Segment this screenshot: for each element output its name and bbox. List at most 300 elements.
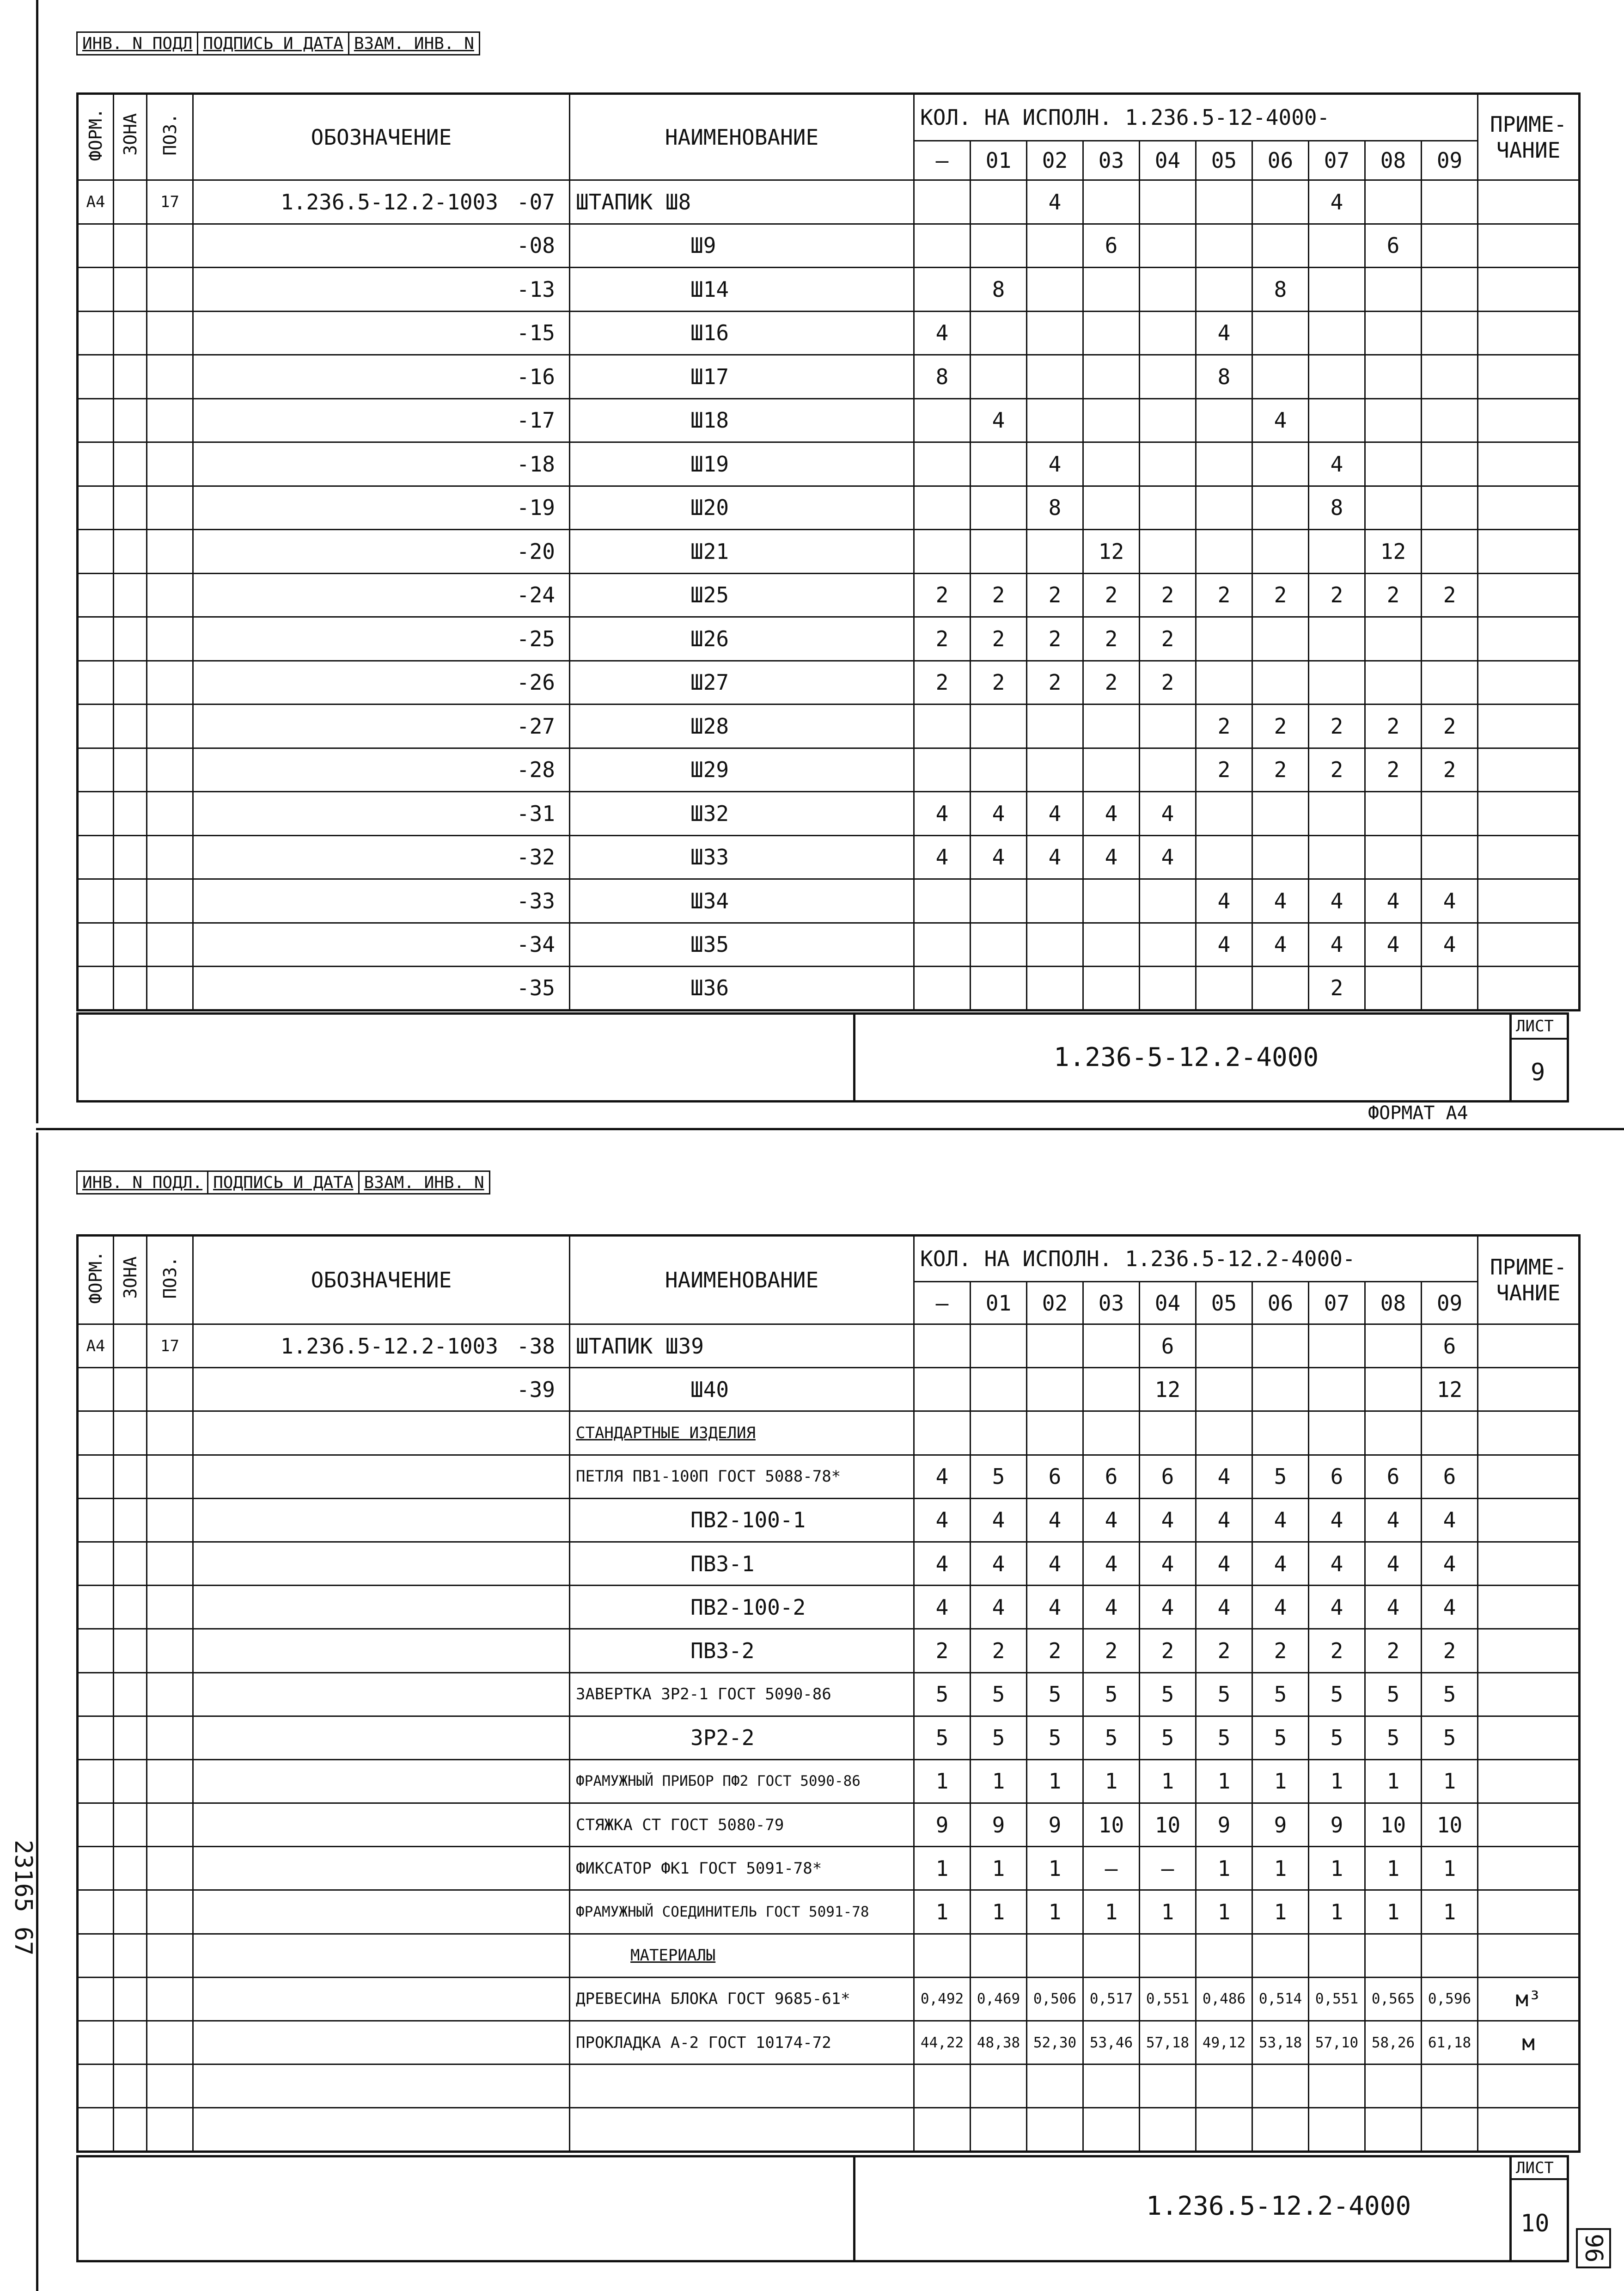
sheet10-spec-table: [76, 1234, 1581, 2153]
qty-cell: [971, 1368, 1027, 1411]
qty-cell: 4: [914, 1455, 971, 1498]
column-header-1: 01: [971, 141, 1027, 180]
cell-form: [78, 1498, 114, 1542]
qty-cell: 1: [1083, 1890, 1140, 1934]
qty-cell: [1252, 661, 1309, 704]
qty-cell: [1196, 1368, 1252, 1411]
header-kol-ispoln: КОЛ. НА ИСПОЛН. 1.236.5-12.2-4000-: [914, 1236, 1478, 1282]
spec-row: [78, 1324, 1580, 1368]
qty-cell: [971, 967, 1027, 1011]
qty-cell: 4: [1196, 1455, 1252, 1498]
qty-cell: 5: [1309, 1672, 1365, 1716]
qty-cell: 2: [1365, 1629, 1422, 1672]
cell-form: [78, 1672, 114, 1716]
sheet10-list-label: ЛИСТ: [1516, 2159, 1554, 2177]
qty-cell: [1252, 442, 1309, 486]
qty-cell: 2: [914, 661, 971, 704]
qty-cell: [1140, 355, 1196, 399]
cell-zona: [114, 1803, 147, 1847]
cell-form: [78, 442, 114, 486]
designation-suffix: -25: [516, 626, 555, 651]
qty-cell: 1: [1252, 1759, 1309, 1803]
cell-primechanie: [1478, 1890, 1580, 1934]
qty-cell: 4: [1422, 1542, 1478, 1585]
stamp-vzam-inv: ВЗАМ. ИНВ. N: [354, 34, 474, 53]
spec-row: [78, 486, 1580, 530]
qty-cell: 5: [1196, 1716, 1252, 1759]
cell-naimenovanie: [570, 268, 914, 312]
qty-cell: 8: [1309, 486, 1365, 530]
cell-form: [78, 1716, 114, 1759]
qty-cell: [1196, 2064, 1252, 2108]
qty-cell: 0,506: [1027, 1977, 1083, 2021]
qty-cell: 2: [1140, 1629, 1196, 1672]
item-name: Ш16: [690, 320, 729, 346]
cell-primechanie: [1478, 224, 1580, 268]
qty-cell: [971, 704, 1027, 748]
cell-oboznachenie: [193, 1629, 570, 1672]
cell-form: [78, 573, 114, 617]
cell-oboznachenie: [193, 1759, 570, 1803]
cell-oboznachenie: [193, 1934, 570, 1977]
qty-cell: [1027, 879, 1083, 923]
left-border-top: [36, 0, 38, 1123]
qty-cell: 4: [1027, 442, 1083, 486]
qty-cell: 4: [1422, 1586, 1478, 1629]
cell-poz: [147, 1672, 193, 1716]
qty-cell: [1252, 224, 1309, 268]
qty-cell: [1422, 967, 1478, 1011]
qty-cell: 2: [1422, 748, 1478, 792]
item-name: ШТАПИК Ш39: [576, 1333, 704, 1359]
qty-cell: [1140, 2064, 1196, 2108]
cell-oboznachenie: [193, 1890, 570, 1934]
qty-cell: 4: [1252, 398, 1309, 442]
cell-naimenovanie: [570, 1847, 914, 1890]
qty-cell: [1422, 792, 1478, 836]
qty-cell: [1365, 355, 1422, 399]
qty-cell: 5: [1083, 1716, 1140, 1759]
qty-cell: [1083, 311, 1140, 355]
qty-cell: [1422, 2108, 1478, 2151]
qty-cell: 1: [1365, 1890, 1422, 1934]
cell-zona: [114, 1368, 147, 1411]
qty-cell: [971, 355, 1027, 399]
designation-suffix: -27: [516, 713, 555, 739]
qty-cell: [914, 530, 971, 574]
qty-cell: 2: [1083, 617, 1140, 661]
spec-row: [78, 1847, 1580, 1890]
qty-cell: 5: [1252, 1455, 1309, 1498]
spec-row: [78, 1368, 1580, 1411]
qty-cell: [1309, 1368, 1365, 1411]
cell-primechanie: [1478, 1672, 1580, 1716]
cell-zona: [114, 1977, 147, 2021]
qty-cell: 5: [1252, 1716, 1309, 1759]
qty-cell: 4: [1027, 180, 1083, 224]
cell-form: [78, 311, 114, 355]
column-header-8: 08: [1365, 1282, 1422, 1324]
qty-cell: 4: [1083, 1498, 1140, 1542]
column-header-6: 06: [1252, 1282, 1309, 1324]
qty-cell: 1: [1027, 1847, 1083, 1890]
cell-primechanie: [1478, 1759, 1580, 1803]
qty-cell: [971, 486, 1027, 530]
qty-cell: [1252, 2108, 1309, 2151]
qty-cell: [1083, 398, 1140, 442]
cell-poz: [147, 1368, 193, 1411]
cell-oboznachenie: [193, 792, 570, 836]
sheet10-list-number: 10: [1520, 2210, 1550, 2237]
qty-cell: [1027, 1934, 1083, 1977]
qty-cell: 2: [1309, 704, 1365, 748]
qty-cell: 0,596: [1422, 1977, 1478, 2021]
cell-naimenovanie: [570, 1759, 914, 1803]
cell-primechanie: [1478, 617, 1580, 661]
qty-cell: [1140, 398, 1196, 442]
item-name: Ш36: [690, 975, 729, 1001]
cell-oboznachenie: [193, 573, 570, 617]
cell-form: [78, 967, 114, 1011]
qty-cell: [1196, 442, 1252, 486]
cell-form: [78, 1759, 114, 1803]
qty-cell: 4: [1309, 1586, 1365, 1629]
cell-form: [78, 2064, 114, 2108]
cell-naimenovanie: [570, 835, 914, 879]
qty-cell: [1196, 661, 1252, 704]
cell-primechanie: [1478, 923, 1580, 967]
spec-row: [78, 923, 1580, 967]
designation-suffix: -15: [516, 320, 555, 346]
qty-cell: [1422, 661, 1478, 704]
cell-poz: [147, 1498, 193, 1542]
qty-cell: [1309, 355, 1365, 399]
cell-zona: [114, 1847, 147, 1890]
cell-primechanie: [1478, 180, 1580, 224]
qty-cell: [1309, 530, 1365, 574]
cell-poz: [147, 748, 193, 792]
qty-cell: [914, 1368, 971, 1411]
cell-naimenovanie: [570, 442, 914, 486]
qty-cell: [914, 879, 971, 923]
item-name: Ш19: [690, 451, 729, 477]
qty-cell: 48,38: [971, 2021, 1027, 2064]
qty-cell: [1252, 1411, 1309, 1455]
qty-cell: 4: [1140, 1498, 1196, 1542]
designation-suffix: -35: [516, 975, 555, 1001]
qty-cell: 1: [1196, 1890, 1252, 1934]
qty-cell: 6: [1365, 1455, 1422, 1498]
cell-oboznachenie: [193, 661, 570, 704]
qty-cell: [1365, 180, 1422, 224]
header-naimenovanie: НАИМЕНОВАНИЕ: [570, 1236, 914, 1324]
cell-oboznachenie: [193, 355, 570, 399]
side-number-right: 96: [1576, 2228, 1611, 2268]
spec-row: [78, 1629, 1580, 1672]
qty-cell: [1252, 355, 1309, 399]
spec-row: [78, 1716, 1580, 1759]
designation-suffix: -16: [516, 364, 555, 389]
qty-cell: [1140, 486, 1196, 530]
qty-cell: [1027, 1411, 1083, 1455]
qty-cell: 2: [1140, 617, 1196, 661]
qty-cell: [1422, 835, 1478, 879]
qty-cell: [1309, 268, 1365, 312]
qty-cell: 1: [914, 1890, 971, 1934]
spec-row: [78, 1542, 1580, 1585]
qty-cell: 10: [1083, 1803, 1140, 1847]
header-poz: ПОЗ.: [147, 94, 193, 180]
cell-oboznachenie: [193, 268, 570, 312]
qty-cell: 1: [1140, 1759, 1196, 1803]
qty-cell: [971, 442, 1027, 486]
qty-cell: [1309, 835, 1365, 879]
qty-cell: 4: [1309, 1498, 1365, 1542]
qty-cell: [1140, 879, 1196, 923]
stamp-podpis-data: ПОДПИСЬ И ДАТА: [208, 1172, 359, 1193]
qty-cell: [1196, 486, 1252, 530]
cell-oboznachenie: [193, 1847, 570, 1890]
item-name: ПВ2-100-1: [690, 1507, 806, 1533]
qty-cell: 4: [1252, 1586, 1309, 1629]
cell-naimenovanie: [570, 1716, 914, 1759]
designation-suffix: -17: [516, 408, 555, 433]
qty-cell: [1140, 748, 1196, 792]
cell-naimenovanie: [570, 311, 914, 355]
cell-form: [78, 748, 114, 792]
cell-naimenovanie: [570, 748, 914, 792]
sheet10-rows: [78, 1324, 1580, 2152]
item-name: ФРАМУЖНЫЙ ПРИБОР ПФ2 ГОСТ 5090-86: [576, 1773, 861, 1790]
qty-cell: [914, 1324, 971, 1368]
qty-cell: [1083, 486, 1140, 530]
spec-row: [78, 268, 1580, 312]
qty-cell: [1422, 398, 1478, 442]
qty-cell: [971, 180, 1027, 224]
qty-cell: [1196, 1934, 1252, 1977]
qty-cell: [1083, 442, 1140, 486]
cell-form: [78, 1977, 114, 2021]
qty-cell: [1422, 617, 1478, 661]
cell-poz: [147, 224, 193, 268]
qty-cell: 12: [1083, 530, 1140, 574]
item-name: Ш28: [690, 713, 729, 739]
qty-cell: [1365, 486, 1422, 530]
qty-cell: 2: [1027, 661, 1083, 704]
stamp-inv-podl: ИНВ. N ПОДЛ.: [78, 1172, 208, 1193]
cell-primechanie: [1478, 1455, 1580, 1498]
qty-cell: 4: [1196, 1498, 1252, 1542]
cell-naimenovanie: [570, 1324, 914, 1368]
item-name: ФИКСАТОР ФК1 ГОСТ 5091-78*: [576, 1859, 822, 1878]
qty-cell: [1083, 1368, 1140, 1411]
qty-cell: 4: [1365, 1542, 1422, 1585]
qty-cell: [1027, 923, 1083, 967]
qty-cell: [914, 224, 971, 268]
cell-primechanie: м³: [1478, 1977, 1580, 2021]
cell-zona: [114, 180, 147, 224]
spec-row: [78, 1934, 1580, 1977]
cell-zona: [114, 1672, 147, 1716]
qty-cell: [1309, 311, 1365, 355]
cell-zona: [114, 748, 147, 792]
qty-cell: 1: [1422, 1890, 1478, 1934]
qty-cell: 4: [1309, 879, 1365, 923]
sheet9-list-sep: [1509, 1038, 1569, 1040]
qty-cell: [1196, 224, 1252, 268]
qty-cell: 4: [1422, 923, 1478, 967]
qty-cell: [1365, 1934, 1422, 1977]
qty-cell: 6: [1140, 1324, 1196, 1368]
qty-cell: 4: [1252, 879, 1309, 923]
qty-cell: –: [1140, 1847, 1196, 1890]
qty-cell: [1140, 311, 1196, 355]
qty-cell: [1252, 1934, 1309, 1977]
qty-cell: [914, 2108, 971, 2151]
qty-cell: 5: [1196, 1672, 1252, 1716]
spec-row: [78, 748, 1580, 792]
qty-cell: 4: [1196, 923, 1252, 967]
cell-poz: [147, 1455, 193, 1498]
cell-naimenovanie: [570, 2108, 914, 2151]
item-name: Ш18: [690, 408, 729, 433]
cell-primechanie: [1478, 530, 1580, 574]
cell-primechanie: [1478, 1847, 1580, 1890]
qty-cell: [1309, 2064, 1365, 2108]
cell-poz: [147, 1411, 193, 1455]
qty-cell: 9: [1196, 1803, 1252, 1847]
qty-cell: [1252, 617, 1309, 661]
qty-cell: [1252, 1324, 1309, 1368]
cell-oboznachenie: [193, 1411, 570, 1455]
qty-cell: 1: [1422, 1759, 1478, 1803]
qty-cell: 2: [1196, 1629, 1252, 1672]
qty-cell: [1309, 224, 1365, 268]
qty-cell: 2: [1196, 573, 1252, 617]
qty-cell: 6: [1083, 224, 1140, 268]
qty-cell: [1196, 398, 1252, 442]
qty-cell: 8: [1196, 355, 1252, 399]
qty-cell: 1: [1140, 1890, 1196, 1934]
cell-oboznachenie: [193, 1542, 570, 1585]
cell-poz: [147, 2108, 193, 2151]
qty-cell: [971, 224, 1027, 268]
designation-suffix: -31: [516, 801, 555, 826]
qty-cell: 4: [1140, 792, 1196, 836]
qty-cell: [1140, 180, 1196, 224]
cell-oboznachenie: [193, 486, 570, 530]
qty-cell: [1365, 1411, 1422, 1455]
cell-poz: [147, 1847, 193, 1890]
qty-cell: 4: [971, 1542, 1027, 1585]
qty-cell: [1027, 530, 1083, 574]
qty-cell: [1196, 180, 1252, 224]
cell-poz: [147, 835, 193, 879]
qty-cell: [1422, 2064, 1478, 2108]
cell-zona: [114, 1716, 147, 1759]
qty-cell: [1140, 923, 1196, 967]
qty-cell: [1027, 311, 1083, 355]
qty-cell: [1422, 355, 1478, 399]
cell-zona: [114, 1411, 147, 1455]
qty-cell: 6: [1140, 1455, 1196, 1498]
cell-zona: [114, 355, 147, 399]
cell-primechanie: [1478, 311, 1580, 355]
cell-primechanie: [1478, 1542, 1580, 1585]
qty-cell: [1027, 2064, 1083, 2108]
qty-cell: [1309, 1934, 1365, 1977]
cell-zona: [114, 661, 147, 704]
cell-oboznachenie: [193, 2108, 570, 2151]
column-header-3: 03: [1083, 1282, 1140, 1324]
cell-oboznachenie: [193, 1586, 570, 1629]
cell-naimenovanie: [570, 398, 914, 442]
item-name: Ш25: [690, 582, 729, 608]
qty-cell: 0,492: [914, 1977, 971, 2021]
cell-primechanie: [1478, 398, 1580, 442]
qty-cell: 1: [1309, 1890, 1365, 1934]
qty-cell: 2: [1365, 573, 1422, 617]
cell-primechanie: [1478, 2108, 1580, 2151]
qty-cell: 1: [1083, 1759, 1140, 1803]
spec-row: [78, 1498, 1580, 1542]
cell-naimenovanie: [570, 2021, 914, 2064]
spec-row: [78, 573, 1580, 617]
cell-primechanie: [1478, 355, 1580, 399]
cell-naimenovanie: [570, 1586, 914, 1629]
qty-cell: [1027, 967, 1083, 1011]
qty-cell: [1140, 442, 1196, 486]
cell-poz: [147, 442, 193, 486]
qty-cell: [914, 1411, 971, 1455]
cell-zona: [114, 704, 147, 748]
qty-cell: [1365, 835, 1422, 879]
cell-poz: [147, 1934, 193, 1977]
qty-cell: 5: [914, 1672, 971, 1716]
column-header-9: 09: [1422, 1282, 1478, 1324]
cell-zona: [114, 1455, 147, 1498]
qty-cell: [971, 2064, 1027, 2108]
column-header-2: 02: [1027, 1282, 1083, 1324]
cell-poz: [147, 1586, 193, 1629]
cell-zona: [114, 617, 147, 661]
header-zona: ЗОНА: [114, 1236, 147, 1324]
designation-suffix: -32: [516, 845, 555, 870]
sheet9-spec-table: [76, 92, 1581, 1011]
qty-cell: [1422, 268, 1478, 312]
cell-form: [78, 704, 114, 748]
cell-naimenovanie: [570, 486, 914, 530]
spec-row: [78, 311, 1580, 355]
spec-row: [78, 661, 1580, 704]
qty-cell: 4: [1309, 442, 1365, 486]
spec-row: [78, 2108, 1580, 2151]
item-name: Ш20: [690, 495, 729, 521]
qty-cell: [1252, 967, 1309, 1011]
cell-form: [78, 879, 114, 923]
qty-cell: [1422, 224, 1478, 268]
column-header-1: 01: [971, 1282, 1027, 1324]
qty-cell: 58,26: [1365, 2021, 1422, 2064]
item-name: ПВ3-2: [690, 1638, 755, 1663]
qty-cell: 4: [914, 1498, 971, 1542]
item-name: ПВ2-100-2: [690, 1594, 806, 1620]
qty-cell: [1027, 398, 1083, 442]
qty-cell: 57,10: [1309, 2021, 1365, 2064]
qty-cell: [914, 2064, 971, 2108]
qty-cell: 5: [1422, 1672, 1478, 1716]
qty-cell: 5: [971, 1455, 1027, 1498]
